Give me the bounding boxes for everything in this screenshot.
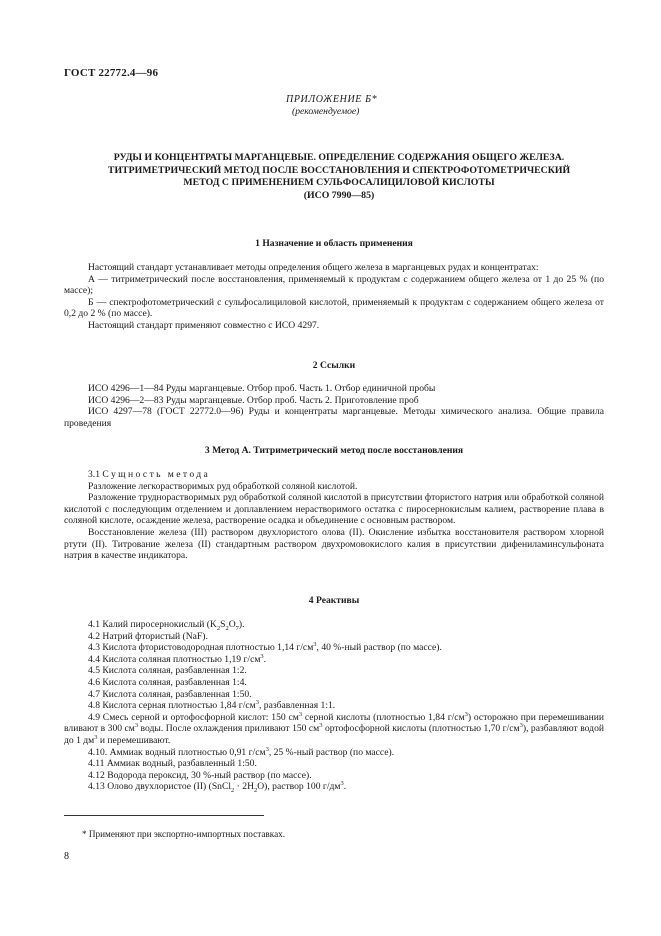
text: воды. После охлаждения приливают 150 см bbox=[138, 723, 320, 735]
superscript: 3 bbox=[298, 710, 303, 718]
reagent-item: 4.2 Натрий фтористый (NaF). bbox=[88, 630, 208, 642]
section-1-heading: 1 Назначение и область применения bbox=[255, 238, 413, 249]
reagent-item: 4.12 Водорода пероксид, 30 %-ный раствор (по массе). bbox=[88, 769, 312, 781]
subscript: 2 bbox=[231, 787, 235, 795]
title-line: (ИСО 7990—85) bbox=[303, 189, 375, 201]
reagent-item bbox=[64, 642, 604, 654]
reagent-item bbox=[64, 747, 604, 759]
reagent-item: 4.6 Кислота соляная, разбавленная 1:4. bbox=[88, 676, 247, 688]
text: . bbox=[343, 781, 347, 793]
appendix-subtitle: (рекомендуемое) bbox=[292, 106, 360, 117]
text: 4.13 Олово двухлористое (II) (SnCl bbox=[88, 781, 232, 793]
text: , 40 %-ный раствор (по массе). bbox=[316, 642, 442, 654]
text: S bbox=[220, 619, 226, 630]
text: ортофосфорной кислоты (плотностью 1,70 г/см bbox=[322, 723, 520, 735]
text: · 2H bbox=[234, 781, 254, 793]
superscript: 3 bbox=[260, 652, 264, 660]
text: ). bbox=[238, 619, 245, 630]
superscript: 3 bbox=[313, 641, 317, 648]
paragraph: Настоящий стандарт применяют совместно с ИСО 4297. bbox=[88, 319, 320, 331]
superscript: 3 bbox=[134, 722, 139, 730]
superscript: 3 bbox=[255, 698, 259, 706]
page-number: 8 bbox=[64, 851, 69, 862]
document-title bbox=[74, 152, 604, 202]
reagent-item bbox=[64, 781, 604, 793]
title-line: РУДЫ И КОНЦЕНТРАТЫ МАРГАНЦЕВЫЕ. ОПРЕДЕЛЕНИЕ СОДЕРЖАНИЯ ОБЩЕГО ЖЕЛЕЗА. bbox=[113, 152, 565, 163]
subscript: 2 bbox=[254, 787, 258, 795]
text: , разбавленная 1:1. bbox=[258, 700, 336, 712]
text: ) осторожно при перемешивании вливают в 300 см bbox=[64, 711, 605, 735]
section-3-heading: 3 Метод А. Титриметрический метод после восстановления bbox=[204, 445, 464, 456]
reference-item: ИСО 4296—2—83 Руды марганцевые. Отбор проб. Часть 2. Приготовление проб bbox=[88, 394, 419, 406]
text: . bbox=[263, 653, 267, 665]
reagent-item bbox=[64, 700, 604, 712]
standard-code: ГОСТ 22772.4—96 bbox=[64, 67, 159, 79]
paragraph: А — титриметрический после восстановления, применяемый к продуктам с содержанием общего железа от 1 до 25 % (по массе); bbox=[64, 273, 604, 297]
superscript: 3 bbox=[519, 722, 523, 730]
superscript: 3 bbox=[319, 722, 323, 730]
footnote: * Применяют при экспортно-импортных поставках. bbox=[82, 829, 286, 839]
reference-item: ИСО 4296—1—84 Руды марганцевые. Отбор проб. Часть 1. Отбор единичной пробы bbox=[88, 383, 436, 394]
appendix-title: ПРИЛОЖЕНИЕ Б* bbox=[286, 94, 378, 105]
superscript: 3 bbox=[464, 710, 468, 718]
subsection-number: 3.1 bbox=[88, 469, 100, 480]
reagent-item bbox=[64, 654, 604, 666]
text: 4.8 Кислота серная плотностью 1,84 г/см bbox=[88, 700, 256, 712]
text: 4.10. Аммиак водный плотностью 0,91 г/см bbox=[88, 746, 266, 758]
superscript: 3 bbox=[94, 733, 98, 741]
paragraph: Б — спектрофотометрический с сульфосалициловой кислотой, применяемый к продуктам с содержанием общего железа от 0,2 до 2 % (по массе). bbox=[64, 296, 604, 320]
subscript: 2 bbox=[225, 624, 229, 632]
text: O bbox=[228, 619, 236, 630]
section-2-body bbox=[64, 383, 604, 429]
text: и перемешивают. bbox=[97, 734, 171, 746]
section-1-body bbox=[64, 262, 604, 332]
subsection-title bbox=[64, 469, 604, 481]
title-line: МЕТОД С ПРИМЕНЕНИЕМ СУЛЬФОСАЛИЦИЛОВОЙ КИСЛОТЫ bbox=[183, 177, 495, 189]
footnote-divider bbox=[64, 815, 264, 816]
subscript: 2 bbox=[216, 624, 221, 632]
text: 4.4 Кислота соляная плотностью 1,19 г/см bbox=[88, 653, 261, 665]
reference-item: ИСО 4297—78 (ГОСТ 22772.0—96) Руды и концентраты марганцевые. Методы химического анализа. Общие правила проведения bbox=[64, 406, 604, 429]
title-line: ТИТРИМЕТРИЧЕСКИЙ МЕТОД ПОСЛЕ ВОССТАНОВЛЕНИЯ И СПЕКТРОФОТОМЕТРИЧЕСКИЙ bbox=[107, 164, 571, 176]
subsection-label: Сущность метода bbox=[102, 469, 211, 480]
text: 4.1 Калий пиросернокислый (K bbox=[88, 619, 217, 630]
paragraph: Разложение труднорастворимых руд обработкой соляной кислотой в присутствии фтористого натрия или обработкой соляной кислотой с последующим отделением и доплавлением нерастворимого остатка с пиросернокислым калием, растворение плава в соляной кислоте, осаждение железа, растворение осадка и объединение с основным раствором. bbox=[64, 492, 604, 527]
text: O), раствор 100 г/дм bbox=[257, 781, 341, 793]
paragraph: Разложение легкорастворимых руд обработкой соляной кислотой. bbox=[88, 480, 358, 492]
reagent-item bbox=[64, 712, 604, 747]
section-2-heading: 2 Ссылки bbox=[312, 360, 356, 371]
reagent-item: 4.7 Кислота соляная, разбавленная 1:50. bbox=[88, 688, 252, 700]
reagent-item: 4.11 Аммиак водный, разбавленный 1:50. bbox=[88, 758, 257, 770]
superscript: 3 bbox=[265, 745, 269, 753]
text: , 25 %-ный раствор (по массе). bbox=[268, 746, 395, 758]
text: ), разбавляют водой до 1 дм bbox=[64, 723, 604, 746]
section-4-heading: 4 Реактивы bbox=[308, 595, 360, 606]
subscript: 7 bbox=[235, 624, 239, 632]
paragraph: Настоящий стандарт устанавливает методы определения общего железа в марганцевых рудах и концентратах: bbox=[88, 262, 539, 273]
text: 4.3 Кислота фтористоводородная плотностью 1,14 г/см bbox=[88, 642, 314, 654]
reagent-item bbox=[64, 619, 604, 631]
text: серной кислоты (плотностью 1,84 г/см bbox=[302, 711, 465, 723]
paragraph: Восстановление железа (III) раствором двухлористого олова (II). Окисление избытка восстановителя раствором хлорной ртути (II). Титрование железа (II) стандартным раствором двухромовокислого калия в присутствии дифениламинсульфоната натрия в качестве индикатора. bbox=[64, 526, 604, 562]
reagent-item: 4.5 Кислота соляная, разбавленная 1:2. bbox=[88, 665, 247, 677]
section-4-body bbox=[64, 619, 604, 793]
text: 4.9 Смесь серной и ортофосфорной кислот: 150 см bbox=[88, 711, 299, 723]
superscript: 3 bbox=[340, 780, 344, 788]
section-3-body bbox=[64, 469, 604, 562]
